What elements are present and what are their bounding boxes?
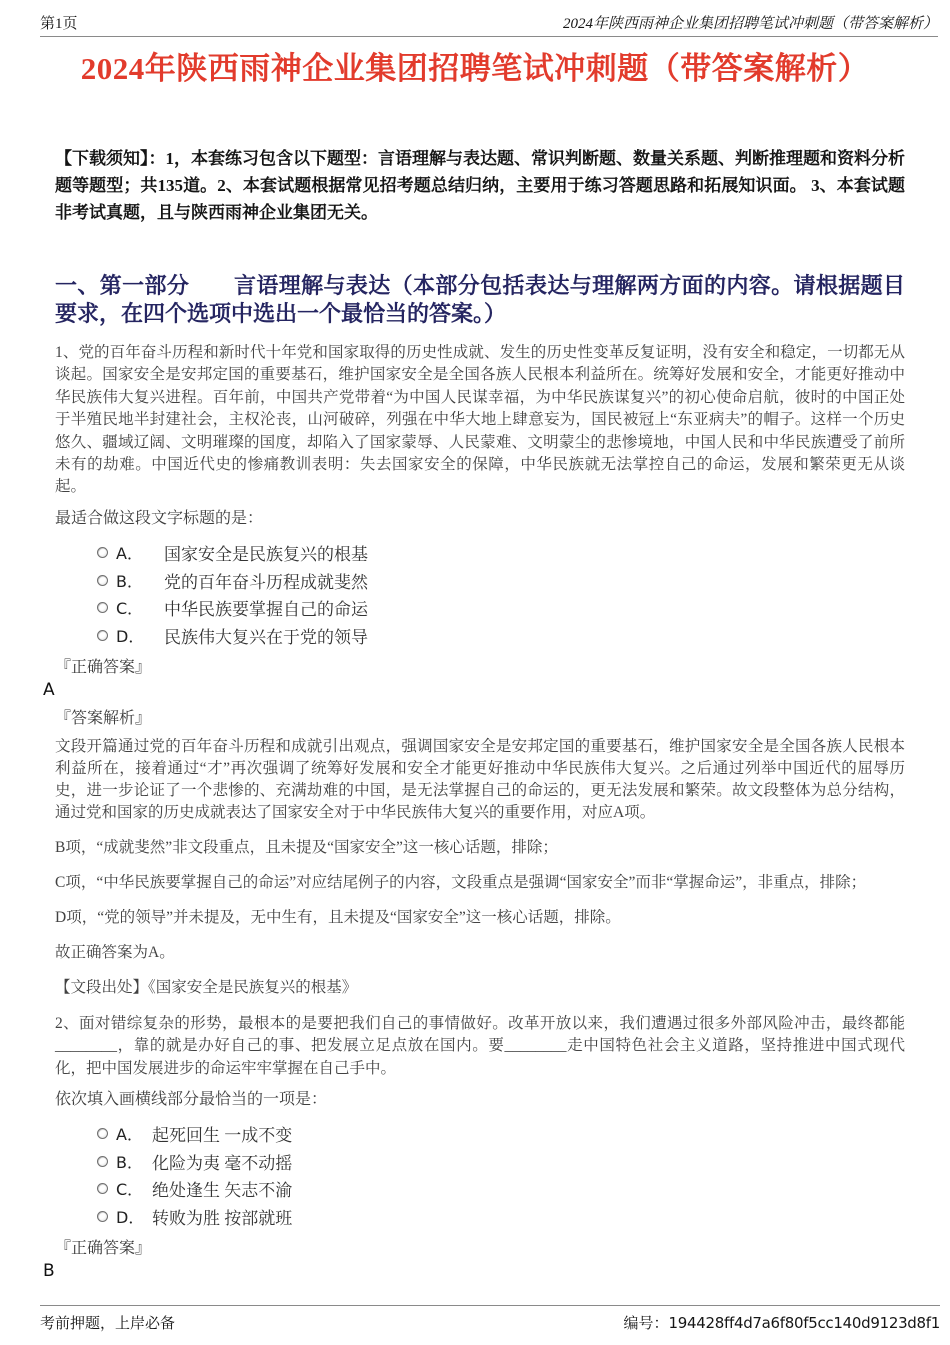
- radio-button-icon[interactable]: [97, 630, 108, 641]
- option-letter: C．: [116, 599, 144, 619]
- footer-serial-value: 194428ff4d7a6f80f5cc140d9123d8f1: [668, 1314, 940, 1332]
- question-1-prompt: 最适合做这段文字标题的是：: [55, 509, 264, 527]
- option-row-a[interactable]: [97, 1120, 905, 1148]
- option-letter: B．: [116, 571, 143, 591]
- option-letter: B．: [116, 1152, 143, 1172]
- question-1-stem: 1、党的百年奋斗历程和新时代十年党和国家取得的历史性成就、发生的历史性变革反复证明，没有安全和稳定，一切都无从谈起。国家安全是安邦定国的重要基石，维护国家安全是全国各族人民根本利益所在。统筹好发展和安全，才能更好推动中华民族伟大复兴进程。百年前，中国共产党带着“为中国人民谋幸福，为中华民族谋复兴”的初心使命启航，彼时的中国正处于半殖民地半封建社会，主权沦丧，山河破碎，列强在中华大地上肆意妄为，国民被冠上“东亚病夫”的帽子。这样一个历史悠久、疆域辽阔、文明璀璨的国度，却陷入了国家蒙辱、人民蒙难、文明蒙尘的悲惨境地，中国人民和中华民族遭受了前所未有的劫难。中国近代史的惨痛教训表明：失去国家安全的保障，中华民族就无法掌控自己的命运，发展和繁荣更无从谈起。: [55, 344, 905, 496]
- analysis-label: 『答案解析』: [55, 709, 152, 727]
- source-reference: 【文段出处】《国家安全是民族复兴的根基》: [55, 978, 358, 996]
- option-text: 转败为胜 按部就班: [152, 1208, 293, 1228]
- radio-button-icon[interactable]: [97, 575, 108, 586]
- option-row-d[interactable]: [97, 621, 905, 649]
- option-text: 起死回生 一成不变: [152, 1126, 293, 1146]
- question-2-prompt: 依次填入画横线部分最恰当的一项是：: [55, 1091, 328, 1109]
- option-row-b[interactable]: [97, 1148, 905, 1176]
- option-row-a[interactable]: [97, 539, 905, 567]
- question-2-stem: 2、面对错综复杂的形势，最根本的是要把我们自己的事情做好。改革开放以来，我们遭遇过很多外部风险冲击，最终都能________，靠的就是办好自己的事、把发展立足点放在国内。要________走中国特色社会主义道路，坚持推进中国式现代化，把中国发展进步的命运牢牢掌握在自己手中。: [55, 1014, 905, 1077]
- header-page-number: 第1页: [40, 16, 78, 32]
- option-text: 化险为夷 毫不动摇: [152, 1153, 293, 1173]
- option-text: 党的百年奋斗历程成就斐然: [164, 572, 368, 592]
- option-letter: D．: [116, 1207, 145, 1227]
- radio-button-icon[interactable]: [97, 1128, 108, 1139]
- option-row-d[interactable]: [97, 1203, 905, 1231]
- option-row-c[interactable]: [97, 594, 905, 622]
- option-row-c[interactable]: [97, 1175, 905, 1203]
- correct-answer-label: 『正确答案』: [55, 658, 152, 676]
- footer-serial-label: 编号：: [623, 1316, 669, 1332]
- header-doc-title: 2024年陕西雨神企业集团招聘笔试冲刺题（带答案解析）: [562, 16, 938, 32]
- page-header: [40, 12, 938, 37]
- correct-answer-value: A: [43, 679, 55, 700]
- option-letter: D．: [116, 626, 145, 646]
- option-text: 绝处逢生 矢志不渝: [152, 1181, 293, 1201]
- analysis-paragraph: D项，“党的领导”并未提及，无中生有，且未提及“国家安全”这一核心话题，排除。: [55, 908, 621, 926]
- option-letter: A．: [116, 1125, 143, 1145]
- correct-answer-value: B: [43, 1261, 55, 1282]
- option-text: 中华民族要掌握自己的命运: [164, 600, 368, 620]
- radio-button-icon[interactable]: [97, 1183, 108, 1194]
- radio-button-icon[interactable]: [97, 1156, 108, 1167]
- option-text: 国家安全是民族复兴的根基: [164, 545, 368, 565]
- footer-slogan: 考前押题，上岸必备: [40, 1316, 176, 1332]
- option-letter: A．: [116, 544, 143, 564]
- option-letter: C．: [116, 1180, 144, 1200]
- radio-button-icon[interactable]: [97, 547, 108, 558]
- option-text: 民族伟大复兴在于党的领导: [164, 627, 368, 647]
- footer-serial: [624, 1312, 940, 1333]
- document-title: 2024年陕西雨神企业集团招聘笔试冲刺题（带答案解析）: [80, 51, 870, 86]
- section-heading: 一、第一部分 言语理解与表达（本部分包括表达与理解两方面的内容。请根据题目要求，在四个选项中选出一个最恰当的答案。）: [55, 273, 905, 326]
- analysis-paragraph: 文段开篇通过党的百年奋斗历程和成就引出观点，强调国家安全是安邦定国的重要基石，维护国家安全是全国各族人民根本利益所在，接着通过“才”再次强调了统筹好发展和安全才能更好推动中华民族伟大复兴。之后通过列举中国近代的屈辱历史，进一步论证了一个悲惨的、充满劫难的中国，是无法掌握自己的命运的，更无法发展和繁荣。故文段整体为总分结构，通过党和国家的历史成就表达了国家安全对于中华民族伟大复兴的重要作用，对应A项。: [55, 737, 905, 821]
- radio-button-icon[interactable]: [97, 602, 108, 613]
- analysis-paragraph: B项，“成就斐然”非文段重点，且未提及“国家安全”这一核心话题，排除；: [55, 838, 558, 856]
- analysis-conclusion: 故正确答案为A。: [55, 943, 175, 961]
- correct-answer-label: 『正确答案』: [55, 1240, 152, 1258]
- radio-button-icon[interactable]: [97, 1211, 108, 1222]
- question-1-options: [97, 539, 905, 649]
- option-row-b[interactable]: [97, 566, 905, 594]
- document-body: [0, 145, 950, 1281]
- download-notice: 【下载须知】：1，本套练习包含以下题型：言语理解与表达题、常识判断题、数量关系题、判断推理题和资料分析题等题型；共135道。2、本套试题根据常见招考题总结归纳，主要用于练习答题思路和拓展知识面。 3、本套试题非考试真题，且与陕西雨神企业集团无关。: [55, 149, 905, 222]
- analysis-paragraph: C项，“中华民族要掌握自己的命运”对应结尾例子的内容，文段重点是强调“国家安全”而非“掌握命运”，非重点，排除；: [55, 873, 867, 891]
- page-footer: [40, 1305, 940, 1333]
- question-2-options: [97, 1120, 905, 1230]
